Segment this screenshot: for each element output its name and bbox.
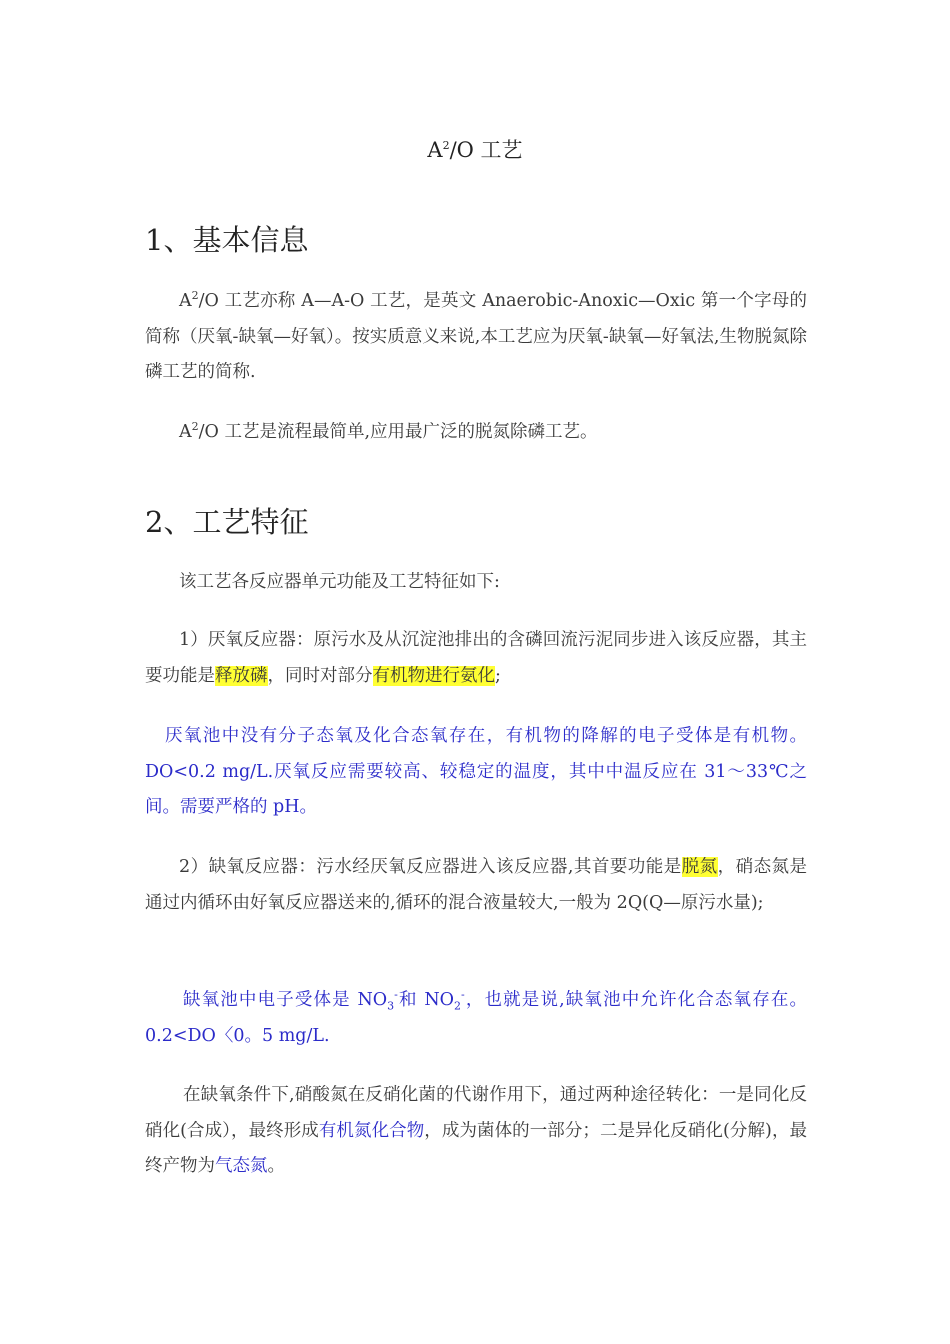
paragraph-definition: $A^2/O$ 工艺亦称 A—A-O 工艺，是英文 Anaerobic-Anoxic—Oxic 第一个字母的简称（厌氧-缺氧—好氧）。按实质意义来说,本工艺应为厌氧-缺氧—好氧法,生物脱氮除磷工艺的简称. <box>145 289 807 382</box>
highlight-denitrification: 脱氮 <box>681 857 718 877</box>
paragraph-anaerobic-notes: 厌氧池中没有分子态氧及化合态氧存在，有机物的降解的电子受体是有机物。DO<0.2 mg/L.厌氧反应需要较高、较稳定的温度，其中中温反应在 31～33℃之间。需要严格的 pH。 <box>145 726 807 817</box>
section-heading-basic-info: 1、基本信息 <box>145 223 309 257</box>
text-gaseous-nitrogen: 气态氮 <box>215 1156 268 1176</box>
section-heading-process-features: 2、工艺特征 <box>145 505 309 539</box>
paragraph-anoxic-notes: 缺氧池中电子受体是 $NO_3^-$和 $NO_2^-$，也就是说,缺氧池中允许化合态氧存在。0.2<DO〈0。5 mg/L. <box>145 988 807 1046</box>
paragraph-denitrification-paths: 在缺氧条件下,硝酸氮在反硝化菌的代谢作用下，通过两种途径转化：一是同化反硝化(合成），最终形成有机氮化合物，成为菌体的一部分；二是异化反硝化(分解)，最终产物为气态氮。 <box>145 1085 808 1176</box>
paragraph-anaerobic-reactor: 1）厌氧反应器：原污水及从沉淀池排出的含磷回流污泥同步进入该反应器，其主要功能是释放磷，同时对部分有机物进行氨化; <box>145 630 807 686</box>
highlight-release-phosphorus: 释放磷 <box>215 665 268 686</box>
paragraph-anoxic-reactor: 2）缺氧反应器：污水经厌氧反应器进入该反应器,其首要功能是脱氮，硝态氮是通过内循环由好氧反应器送来的,循环的混合液量较大,一般为 2Q(Q—原污水量); <box>145 857 808 913</box>
paragraph-intro: 该工艺各反应器单元功能及工艺特征如下: <box>179 572 500 592</box>
paragraph-summary: $A^2/O$ 工艺是流程最简单,应用最广泛的脱氮除磷工艺。 <box>179 420 598 442</box>
highlight-ammonification: 有机物进行氨化 <box>372 665 495 686</box>
text-organic-nitrogen: 有机氮化合物 <box>318 1120 425 1141</box>
document-title: $A^2/O$ 工艺 <box>427 138 523 162</box>
